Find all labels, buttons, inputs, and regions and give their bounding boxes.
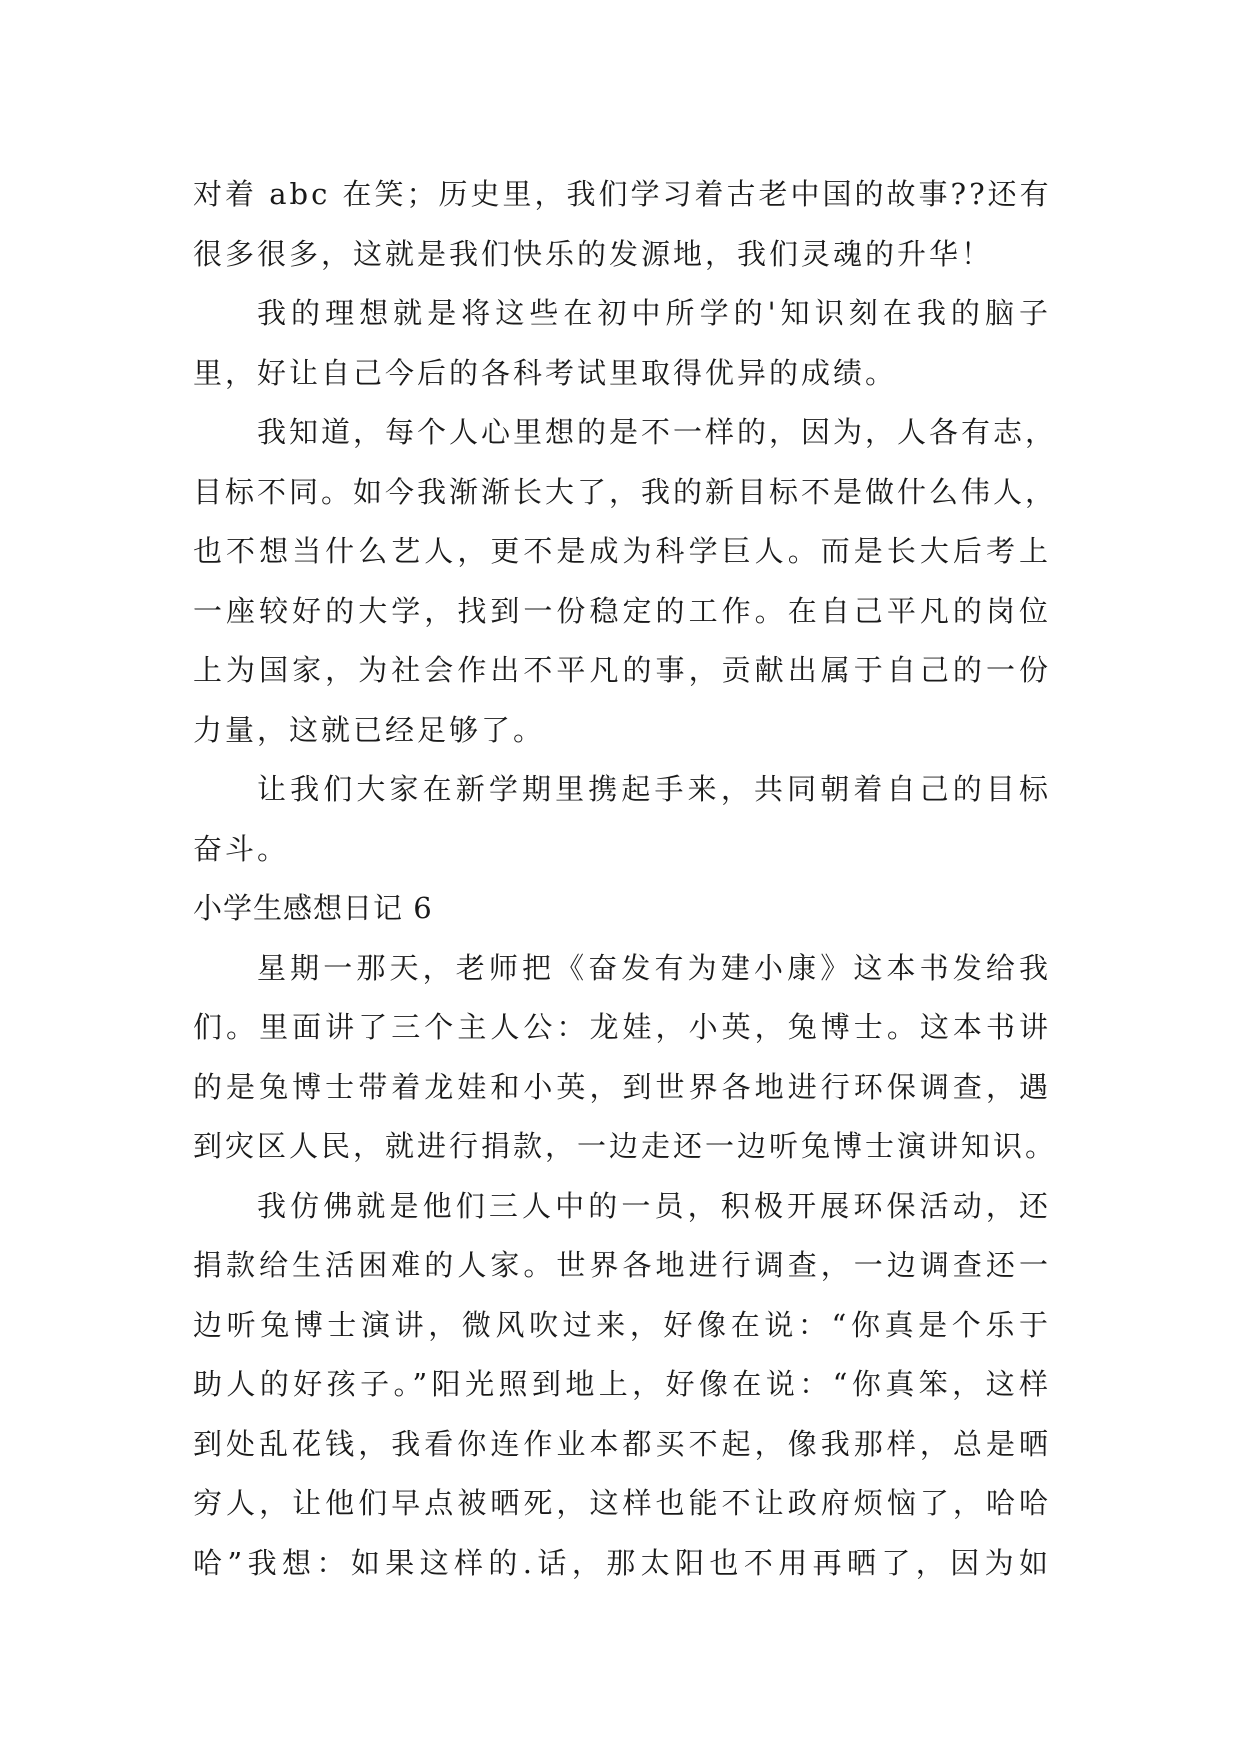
paragraph-line: 我仿佛就是他们三人中的一员，积极开展环保活动，还: [257, 1188, 1051, 1223]
paragraph-line: 助人的好孩子。”阳光照到地上，好像在说：“你真笨，这样: [193, 1367, 1051, 1401]
paragraph-line: 里，好让自己今后的各科考试里取得优异的成绩。: [193, 355, 898, 390]
section-heading: 小学生感想日记 6: [193, 891, 433, 925]
paragraph-line: 对着 abc 在笑；历史里，我们学习着古老中国的故事??还有: [193, 177, 1052, 211]
paragraph-line: 边听兔博士演讲，微风吹过来，好像在说：“你真是个乐于: [193, 1307, 1051, 1342]
paragraph-line: 星期一那天，老师把《奋发有为建小康》这本书发给我: [257, 950, 1051, 985]
paragraph-line: 我知道，每个人心里想的是不一样的，因为，人各有志，: [257, 415, 1058, 449]
paragraph-line: 也不想当什么艺人，更不是成为科学巨人。而是长大后考上: [193, 534, 1051, 568]
paragraph-line: 奋斗。: [193, 831, 290, 866]
paragraph-line: 我的理想就是将这些在初中所学的'知识刻在我的脑子: [257, 296, 1051, 330]
paragraph-line: 哈”我想：如果这样的.话，那太阳也不用再晒了，因为如: [193, 1545, 1051, 1580]
paragraph-line: 的是兔博士带着龙娃和小英，到世界各地进行环保调查，遇: [193, 1069, 1051, 1104]
paragraph-line: 到灾区人民，就进行捐款，一边走还一边听兔博士演讲知识。: [193, 1129, 1058, 1163]
paragraph-line: 上为国家，为社会作出不平凡的事，贡献出属于自己的一份: [193, 653, 1051, 687]
paragraph-line: 到处乱花钱，我看你连作业本都买不起，像我那样，总是晒: [193, 1426, 1051, 1461]
document-body: [193, 165, 1058, 1593]
paragraph-line: 目标不同。如今我渐渐长大了，我的新目标不是做什么伟人，: [193, 474, 1058, 509]
paragraph-line: 很多很多，这就是我们快乐的发源地，我们灵魂的升华！: [193, 236, 994, 271]
paragraph-line: 捐款给生活困难的人家。世界各地进行调查，一边调查还一: [193, 1248, 1051, 1282]
paragraph-line: 力量，这就已经足够了。: [193, 712, 546, 747]
paragraph-line: 穷人，让他们早点被晒死，这样也能不让政府烦恼了，哈哈: [193, 1486, 1051, 1520]
paragraph-line: 让我们大家在新学期里携起手来，共同朝着自己的目标: [257, 772, 1051, 806]
paragraph-line: 们。里面讲了三个主人公：龙娃，小英，兔博士。这本书讲: [193, 1010, 1051, 1044]
paragraph-line: 一座较好的大学，找到一份稳定的工作。在自己平凡的岗位: [193, 593, 1051, 628]
